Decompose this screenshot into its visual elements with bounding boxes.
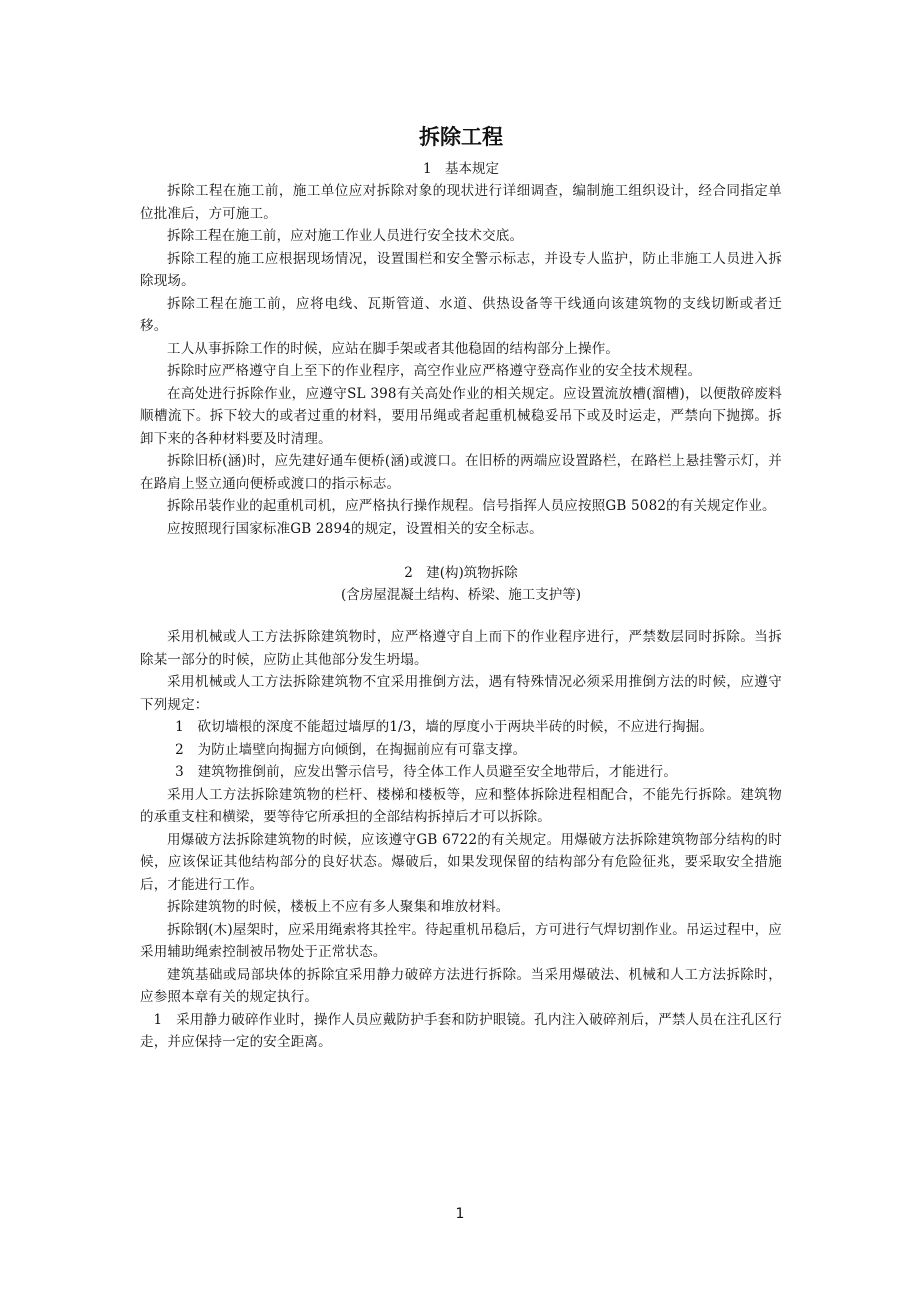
section-2-paragraph: 用爆破方法拆除建筑物的时候，应该遵守GB 6722的有关规定。用爆破方法拆除建筑物部分结构的时候，应该保证其他结构部分的良好状态。爆破后，如果发现保留的结构部分有危险征兆，要采取安全措施后，才能进行工作。	[140, 831, 782, 893]
section-1-paragraph: 拆除工程的施工应根据现场情况，设置围栏和安全警示标志，并设专人监护，防止非施工人员进入拆除现场。	[140, 250, 782, 289]
section-1-paragraph: 应按照现行国家标准GB 2894的规定，设置相关的安全标志。	[167, 520, 543, 537]
section-1-paragraph: 拆除旧桥(涵)时，应先建好通车便桥(涵)或渡口。在旧桥的两端应设置路栏，在路栏上悬挂警示灯，并在路肩上竖立通向便桥或渡口的指示标志。	[140, 453, 782, 492]
section-2-rule: 1 采用静力破碎作业时，操作人员应戴防护手套和防护眼镜。孔内注入破碎剂后，严禁人员在注孔区行走，并应保持一定的安全距离。	[140, 1011, 782, 1050]
section-2-paragraph: 采用机械或人工方法拆除建筑物不宜采用推倒方法，遇有特殊情况必须采用推倒方法的时候，应遵守下列规定：	[140, 674, 782, 713]
section-spacer	[140, 606, 782, 626]
document-title: 拆除工程	[419, 125, 503, 149]
section-2-heading: 2 建(构)筑物拆除	[404, 565, 518, 581]
section-2-paragraph: 拆除建筑物的时候，楼板上不应有多人聚集和堆放材料。	[167, 899, 510, 915]
section-2-paragraph: 建筑基础或局部块体的拆除宜采用静力破碎方法进行拆除。当采用爆破法、机械和人工方法拆除时，应参照本章有关的规定执行。	[140, 966, 782, 1005]
section-2-paragraph: 采用人工方法拆除建筑物的栏杆、楼梯和楼板等，应和整体拆除进程相配合，不能先行拆除。建筑物的承重支柱和横梁，要等待它所承担的全部结构拆掉后才可以拆除。	[140, 786, 782, 825]
section-2-rule: 2 为防止墙壁向掏掘方向倾倒，在掏掘前应有可靠支撑。	[175, 741, 527, 758]
section-2-paragraph: 拆除钢(木)屋架时，应采用绳索将其拴牢。待起重机吊稳后，方可进行气焊切割作业。吊运过程中，应采用辅助绳索控制被吊物处于正常状态。	[140, 921, 782, 960]
section-spacer	[140, 540, 782, 562]
section-1-paragraph: 拆除工程在施工前，应对施工作业人员进行安全技术交底。	[167, 228, 524, 244]
page-number: 1	[455, 1206, 465, 1222]
section-1-paragraph: 在高处进行拆除作业，应遵守SL 398有关高处作业的相关规定。应设置流放槽(溜槽)，以便散碎废料顺槽流下。拆下较大的或者过重的材料，要用吊绳或者起重机械稳妥吊下或及时运走，严禁向下抛掷。拆卸下来的各种材料要及时清理。	[140, 385, 782, 447]
section-2-subheading: (含房屋混凝土结构、桥梁、施工支护等)	[340, 587, 582, 603]
section-1-heading: 1 基本规定	[422, 161, 500, 177]
section-2-rule: 1 砍切墙根的深度不能超过墙厚的1/3，墙的厚度小于两块半砖的时候，不应进行掏掘。	[175, 719, 714, 735]
section-2-rule: 3 建筑物推倒前，应发出警示信号，待全体工作人员避至安全地带后，才能进行。	[175, 764, 678, 780]
section-1-paragraph: 工人从事拆除工作的时候，应站在脚手架或者其他稳固的结构部分上操作。	[167, 340, 620, 357]
section-1-paragraph: 拆除时应严格遵守自上至下的作业程序，高空作业应严格遵守登高作业的安全技术规程。	[167, 363, 702, 379]
section-2-paragraph: 采用机械或人工方法拆除建筑物时，应严格遵守自上而下的作业程序进行，严禁数层同时拆除。当拆除某一部分的时候，应防止其他部分发生坍塌。	[140, 629, 782, 668]
section-1-paragraph: 拆除吊装作业的起重机司机，应严格执行操作规程。信号指挥人员应按照GB 5082的有关规定作业。	[167, 498, 776, 514]
section-1-paragraph: 拆除工程在施工前，应将电线、瓦斯管道、水道、供热设备等干线通向该建筑物的支线切断或者迁移。	[140, 295, 782, 334]
document-body	[140, 122, 782, 1054]
section-1-paragraph: 拆除工程在施工前，施工单位应对拆除对象的现状进行详细调查，编制施工组织设计，经合同指定单位批准后，方可施工。	[140, 183, 782, 222]
